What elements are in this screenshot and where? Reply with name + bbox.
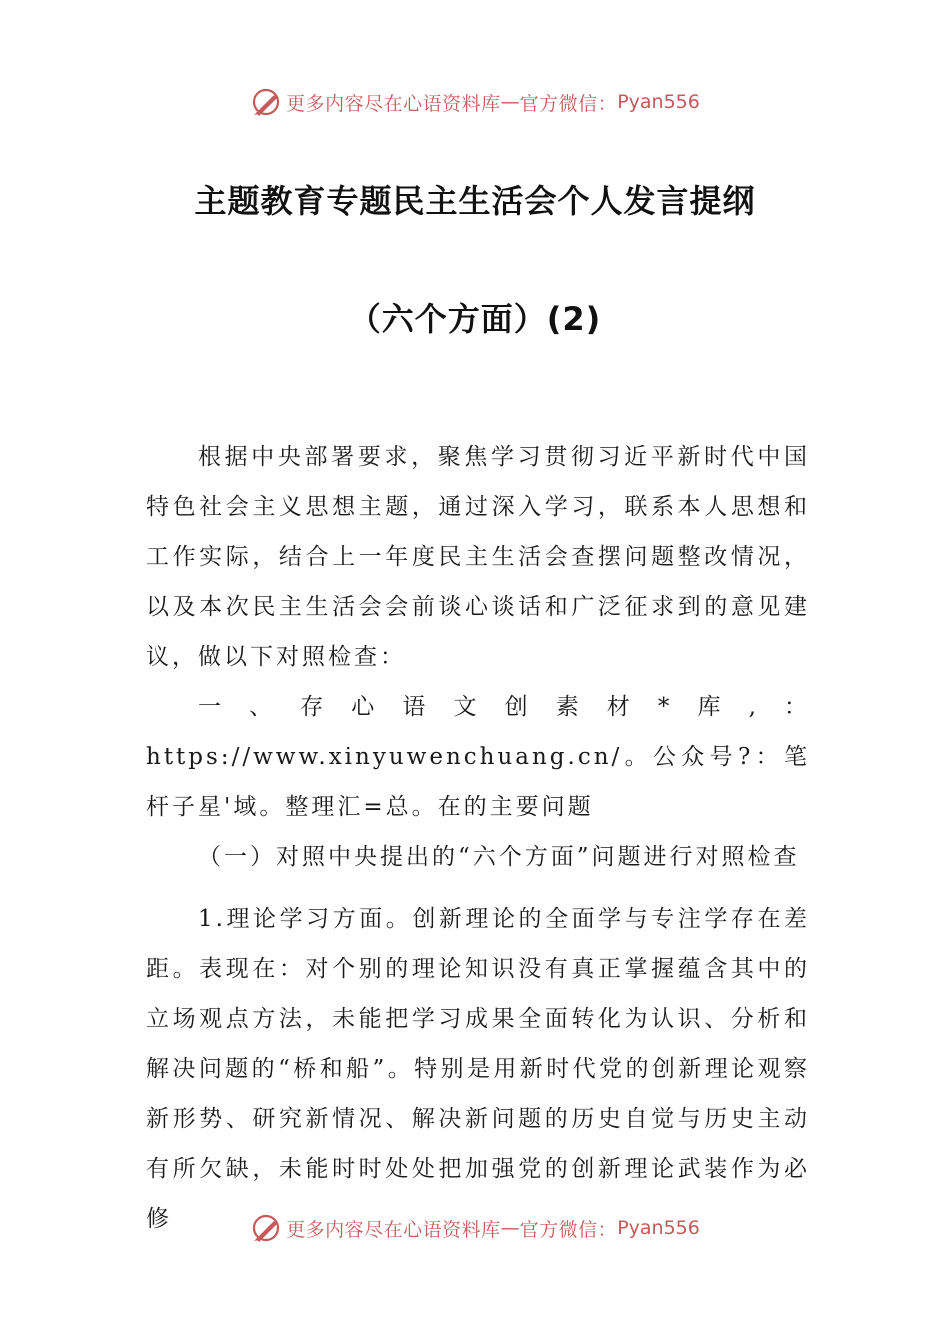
- paragraph-section-heading: 一、存心语文创素材*库,：https://www.xinyuwenchuang.cn/。公众号?：笔杆子星'域。整理汇=总。在的主要问题: [146, 694, 810, 820]
- pen-logo-icon: [250, 86, 282, 118]
- document-body: [146, 432, 810, 1244]
- banner-text: 更多内容尽在心语资料库: [286, 1218, 501, 1241]
- banner-wechat-label: 官方微信：: [519, 92, 618, 115]
- paragraph-subsection-heading: （一）对照中央提出的“六个方面”问题进行对照检查: [198, 844, 800, 870]
- banner-wechat-id: Pyan556: [617, 91, 700, 113]
- banner-dash: —: [500, 1217, 520, 1239]
- banner-wechat-label: 官方微信：: [519, 1218, 618, 1241]
- paragraph-theory-study: 1.理论学习方面。创新理论的全面学与专注学存在差距。表现在：对个别的理论知识没有真正掌握蕴含其中的立场观点方法，未能把学习成果全面转化为认识、分析和解决问题的“桥和船”。特别是用新时代党的创新理论观察新形势、研究新情况、解决新问题的历史自觉与历史主动有所欠缺，未能时时处处把加强党的创新理论武装作为必修: [146, 906, 810, 1232]
- footer-banner: [0, 1208, 950, 1248]
- page-title-line1: 主题教育专题民主生活会个人发言提纲: [194, 182, 756, 220]
- paragraph-intro: 根据中央部署要求，聚焦学习贯彻习近平新时代中国特色社会主义思想主题，通过深入学习，联系本人思想和工作实际，结合上一年度民主生活会查摆问题整改情况，以及本次民主生活会会前谈心谈话和广泛征求到的意见建议，做以下对照检查：: [146, 444, 810, 670]
- banner-text: 更多内容尽在心语资料库: [286, 92, 501, 115]
- banner-dash: —: [500, 91, 520, 113]
- page-title-line2: （六个方面）(2): [348, 300, 602, 338]
- banner-wechat-id: Pyan556: [617, 1217, 700, 1239]
- pen-logo-icon: [250, 1212, 282, 1244]
- header-banner: [0, 82, 950, 122]
